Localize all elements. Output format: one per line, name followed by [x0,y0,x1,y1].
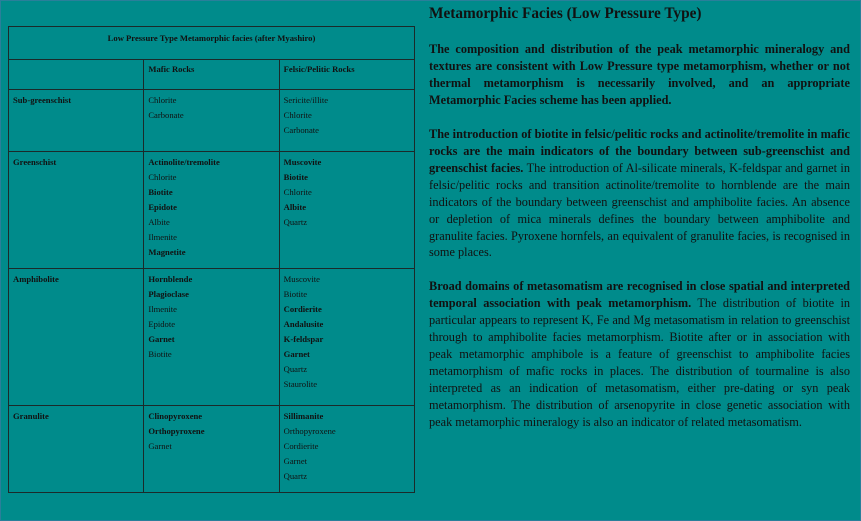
mineral-item: Hornblende [148,273,193,284]
mineral-item: Andalusite [283,318,324,329]
felsic-minerals [279,152,414,268]
article-paragraph [429,41,850,109]
mineral-item: Garnet [283,348,310,359]
mineral-item: Actinolite/tremolite [148,157,220,168]
facies-name: Amphibolite [9,268,144,405]
facies-name: Sub-greenschist [9,89,144,152]
mineral-item: K-feldspar [283,333,324,344]
table-row [9,89,415,152]
mineral-item: Muscovite [283,157,322,168]
paragraph-body: The distribution of biotite in particular appears to represent K, Fe and Mg metasomatism in relation to greenschist through to amphibolite facies metamorphism. Biotite after or in association with peak metamorphic amphibole is a feature of greenschist to amphibolite facies metamorphism of mafic rocks in places. The distribution of tourmaline is also interpreted as an indication of metasomatism, either pre-dating or syn peak metamorphism. The distribution of arsenopyrite in close genetic association with peak metamorphic mineralogy is also an indicator of related metasomatism. [429,296,851,430]
felsic-minerals [279,405,414,492]
paragraph-lead: Broad domains of metasomatism are recognised in close spatial and interpreted temporal association with peak metamorphism. [429,279,850,311]
mineral-item: Muscovite [283,273,320,284]
article-paragraph [429,126,850,262]
mineral-item: Chlorite [148,94,177,105]
mineral-item: Sericite/illite [283,94,329,105]
mineral-item: Sillimanite [283,410,324,421]
felsic-minerals [279,89,414,152]
header-felsic: Felsic/Pelitic Rocks [279,59,414,89]
mineral-item: Garnet [283,455,308,466]
mineral-item: Quartz [283,470,308,481]
mafic-minerals [144,405,279,492]
mineral-item: Garnet [148,333,175,344]
mineral-item: Carbonate [148,109,184,120]
mineral-item: Epidote [148,202,177,213]
article [429,4,850,448]
mineral-item: Plagioclase [148,288,189,299]
header-mafic: Mafic Rocks [144,59,279,89]
mineral-item: Magnetite [148,247,186,258]
mineral-item: Orthopyroxene [148,425,205,436]
table-row [9,405,415,492]
mineral-item: Ilmenite [148,232,177,243]
mineral-item: Staurolite [283,378,318,389]
table-caption: Low Pressure Type Metamorphic facies (after Myashiro) [9,27,415,60]
table-row [9,152,415,268]
mineral-item: Garnet [148,440,172,451]
mineral-item: Chlorite [283,109,312,120]
mineral-item: Chlorite [148,172,177,183]
paragraph-lead: The introduction of biotite in felsic/pelitic rocks and actinolite/tremolite in mafic rocks are the main indicators of the boundary between sub-greenschist and greenschist facies. [429,126,850,175]
facies-name: Greenschist [9,152,144,268]
article-title: Metamorphic Facies (Low Pressure Type) [429,5,702,22]
mafic-minerals [144,268,279,405]
mineral-item: Clinopyroxene [148,410,203,421]
mineral-item: Quartz [283,363,308,374]
mineral-item: Cordierite [283,303,322,314]
header-facies [9,59,144,89]
mineral-item: Biotite [283,288,308,299]
article-paragraph [429,278,850,431]
mineral-item: Carbonate [283,124,319,135]
mineral-item: Biotite [148,187,173,198]
table-header-row [9,59,415,89]
mafic-minerals [144,89,279,152]
paragraph-body: The introduction of Al-silicate minerals, K-feldspar and garnet in felsic/pelitic rocks and transition actinolite/tremolite to hornblende are the main indicators of the boundary between greenschist and amphibolite facies. An absence or depletion of mica minerals defines the boundary between amphibolite and granulite facies. Pyroxene hornfels, an equivalent of granulite facies, is recognised in some places. [429,160,850,260]
felsic-minerals [279,268,414,405]
mineral-item: Quartz [283,217,308,228]
mineral-item: Orthopyroxene [283,425,336,436]
facies-table [8,26,415,493]
table-row [9,268,415,405]
mineral-item: Biotite [283,172,308,183]
mineral-item: Albite [283,202,307,213]
mafic-minerals [144,152,279,268]
mineral-item: Ilmenite [148,303,177,314]
mineral-item: Epidote [148,318,176,329]
facies-name: Granulite [9,405,144,492]
mineral-item: Albite [148,217,170,228]
mineral-item: Biotite [148,348,172,359]
paragraph-lead: The composition and distribution of the peak metamorphic mineralogy and textures are consistent with Low Pressure type metamorphism, whether or not thermal metamorphism is necessarily involved, and an appropriate Metamorphic Facies scheme has been applied. [429,42,850,107]
mineral-item: Cordierite [283,440,319,451]
mineral-item: Chlorite [283,187,312,198]
